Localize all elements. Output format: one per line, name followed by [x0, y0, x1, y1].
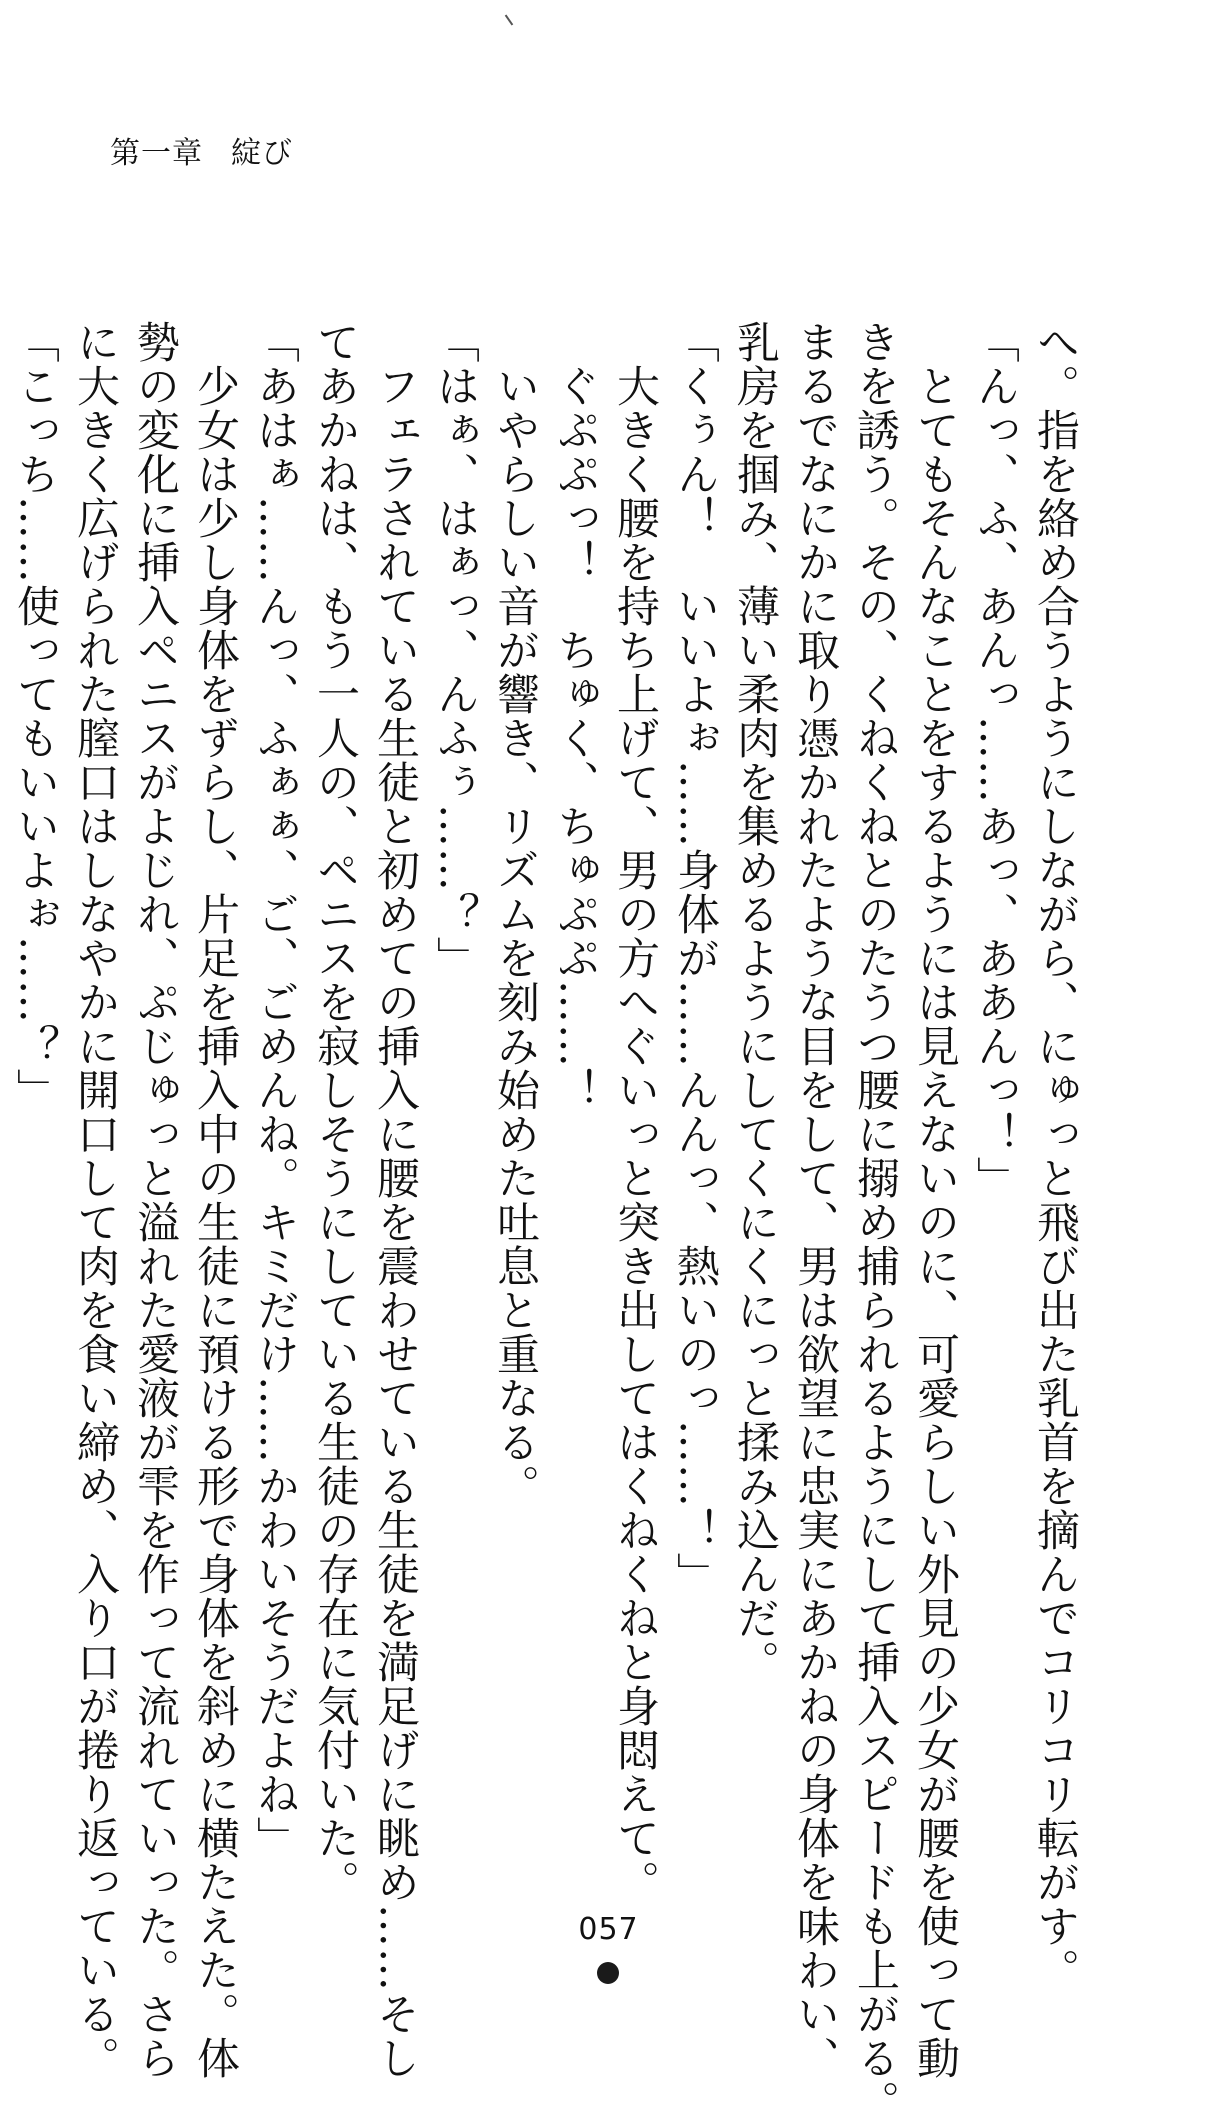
chapter-title: 綻び	[231, 136, 293, 171]
text-line: 「あはぁ……んっ、ふぁぁ、ご、ごめんね。キミだけ……かわいそうだよね」	[250, 320, 300, 1860]
text-line: 乳房を掴み、薄い柔肉を集めるようにしてくにくにっと揉み込んだ。	[730, 320, 780, 1684]
page-number: 057	[578, 1912, 639, 1947]
page-bullet-icon	[597, 1962, 619, 1984]
text-line: 少女は少し身体をずらし、片足を挿入中の生徒に預ける形で身体を斜めに横たえた。体	[190, 320, 240, 2080]
text-line: フェラされている生徒と初めての挿入に腰を震わせている生徒を満足げに眺め……そし	[370, 320, 420, 2080]
running-header	[110, 128, 293, 172]
text-line: 勢の変化に挿入ペニスがよじれ、ぷじゅっと溢れた愛液が雫を作って流れていった。さら	[130, 320, 180, 2080]
text-line: 「こっち……使ってもいいよぉ……？」	[10, 320, 60, 1112]
text-line: 大きく腰を持ち上げて、男の方へぐいっと突き出してはくねくねと身悶えて。	[610, 320, 660, 1904]
text-line: へ。指を絡め合うようにしながら、にゅっと飛び出た乳首を摘んでコリコリ転がす。	[1030, 320, 1080, 1992]
scan-mark	[505, 15, 514, 26]
text-line: いやらしい音が響き、リズムを刻み始めた吐息と重なる。	[490, 320, 540, 1508]
text-line: 「くぅん！ いいよぉ……身体が……んんっ、熱いのっ……！」	[670, 320, 720, 1596]
text-line: に大きく広げられた膣口はしなやかに開口して肉を食い締め、入り口が捲り返っている。	[70, 320, 120, 2080]
text-line: まるでなにかに取り憑かれたような目をして、男は欲望に忠実にあかねの身体を味わい、	[790, 320, 840, 2080]
text-line: 「んっ、ふ、あんっ……あっ、ああんっ！」	[970, 320, 1020, 1200]
text-line: とてもそんなことをするようには見えないのに、可愛らしい外見の少女が腰を使って動	[910, 320, 960, 2080]
chapter-number: 第一章	[110, 136, 203, 171]
text-line: ぐぷぷっ！ ちゅく、ちゅぷぷ……！	[550, 320, 600, 1112]
text-line: 「はぁ、はぁっ、んふぅ……？」	[430, 320, 480, 980]
text-line: きを誘う。その、くねくねとのたうつ腰に搦め捕られるようにして挿入スピードも上がる。	[850, 320, 900, 2124]
text-line: てあかねは、もう一人の、ペニスを寂しそうにしている生徒の存在に気付いた。	[310, 320, 360, 1904]
